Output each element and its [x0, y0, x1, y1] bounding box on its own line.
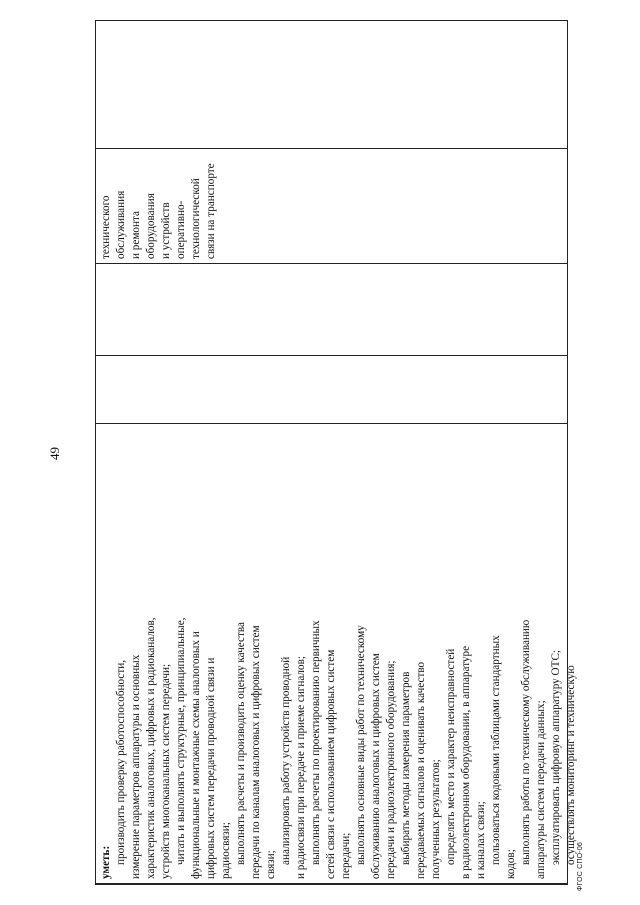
skills-line: передачи по каналам аналоговых и цифровых систем — [250, 625, 262, 879]
competence-cell — [96, 19, 567, 149]
skills-line: в радиоэлектронном оборудовании, в аппаратуре — [460, 645, 472, 879]
skills-line: осуществлять мониторинг и техническую — [565, 665, 577, 865]
skills-line: характеристик аналоговых, цифровых и радиоканалов, — [145, 617, 157, 879]
skills-line: пользоваться кодовыми таблицами стандартных — [490, 635, 502, 865]
skills-line: связи; — [265, 850, 277, 879]
skills-line: выполнять расчеты и производить оценку качества — [235, 622, 247, 865]
discipline-cell — [96, 264, 567, 356]
module-line: связи на транспорте — [205, 163, 217, 259]
skills-line: кодов; — [505, 849, 517, 879]
skills-line: передаваемых сигналов и оценивать качество — [415, 661, 427, 879]
module-cell — [96, 149, 567, 264]
standards-table — [95, 20, 577, 885]
page-number: 49 — [47, 447, 62, 460]
skills-line: цифровых систем передачи проводной связи и — [205, 657, 217, 879]
skills-line: выполнять работы по техническому обслуживанию — [520, 619, 532, 865]
skills-line: передачи; — [340, 832, 352, 879]
module-line: технологической — [190, 178, 202, 259]
skills-cell — [96, 424, 577, 884]
skills-line: и радиосвязи при передаче и приеме сигналов; — [295, 656, 307, 879]
module-line: оборудования — [145, 193, 157, 259]
skills-line: полученных результатов; — [430, 759, 442, 879]
skills-line: выбирать методы измерения параметров — [400, 671, 412, 865]
module-line: и ремонта — [130, 211, 142, 259]
skills-line: анализировать работу устройств проводной — [280, 656, 292, 865]
skills-line: функциональные и монтажные схемы аналоговых и — [190, 631, 202, 879]
skills-line: обслуживанию аналоговых и цифровых систем — [370, 653, 382, 879]
skills-line: выполнять основные виды работ по техническому — [355, 625, 367, 865]
skills-line: эксплуатировать цифровую аппаратуру ОТС; — [550, 649, 562, 865]
skills-line: и каналах связи; — [475, 801, 487, 879]
skills-line: определять место и характер неисправностей — [445, 648, 457, 865]
skills-line: сетей связи с использованием цифровых систем — [325, 649, 337, 879]
module-line: технического — [100, 195, 112, 259]
module-line: обслуживания — [115, 190, 127, 259]
skills-line: радиосвязи; — [220, 822, 232, 879]
skills-heading: уметь: — [100, 845, 112, 879]
module-line: оперативно- — [175, 200, 187, 259]
skills-line: аппаратуры систем передачи данных; — [535, 700, 547, 879]
skills-line: измерение параметров аппаратуры и основных — [130, 654, 142, 879]
skills-line: производить проверку работоспособности, — [115, 659, 127, 865]
skills-line: читать и выполнять структурные, принципиальные, — [175, 617, 187, 865]
skills-list — [114, 430, 579, 879]
skills-line: устройств многоканальных систем передачи; — [160, 663, 172, 879]
hours-cell — [96, 356, 567, 424]
module-line: и устройств — [160, 202, 172, 259]
footer-label: ФГОС СПО-06 — [577, 841, 584, 891]
skills-line: передачи и радиоэлектронного оборудования; — [385, 660, 397, 879]
module-list — [99, 155, 219, 259]
skills-line: выполнять расчеты по проектированию первичных — [310, 620, 322, 865]
